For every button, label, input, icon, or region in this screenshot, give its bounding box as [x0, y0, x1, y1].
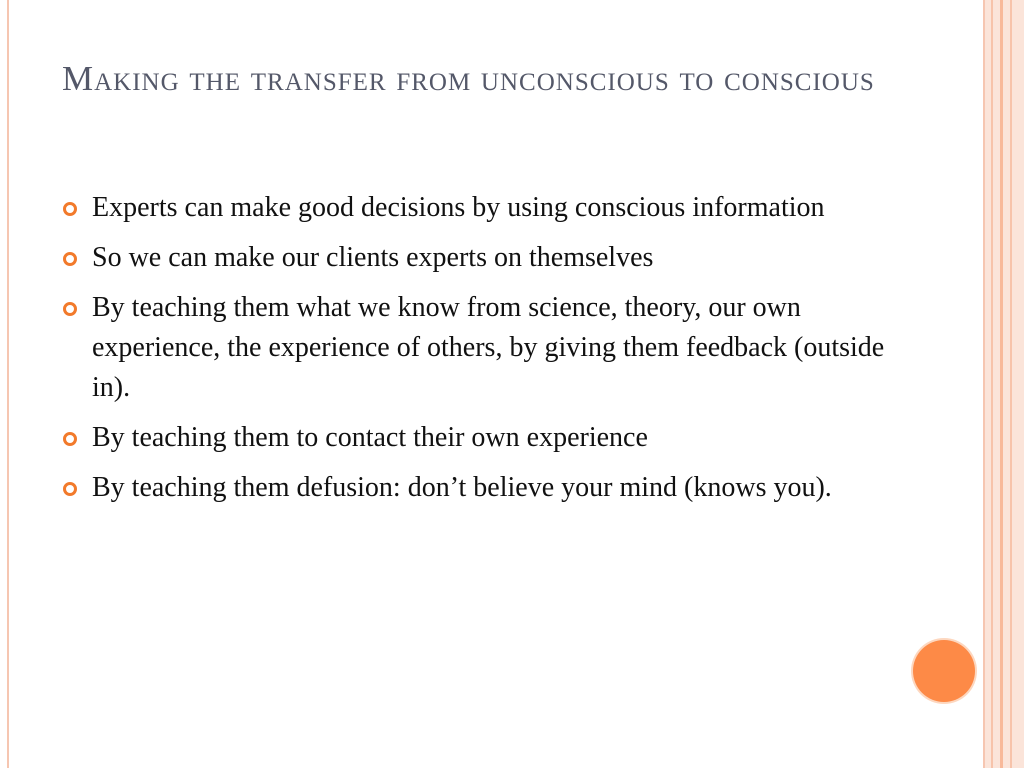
bullet-text: By teaching them defusion: don’t believe your mind (knows you).	[92, 472, 832, 503]
bullet-item	[62, 188, 892, 228]
bullet-circle-icon	[63, 302, 77, 316]
slide-title: Making the transfer from unconscious to conscious	[62, 59, 875, 98]
orange-circle-icon	[913, 640, 975, 702]
bullet-item	[62, 418, 892, 458]
bullet-text: So we can make our clients experts on themselves	[92, 242, 654, 273]
right-band-stripe	[1010, 0, 1012, 768]
bullet-circle-icon	[63, 482, 77, 496]
right-band-stripe	[1000, 0, 1003, 768]
bullet-item	[62, 288, 892, 408]
bullet-list	[62, 188, 892, 518]
right-band-stripe	[991, 0, 993, 768]
bullet-text: Experts can make good decisions by using conscious information	[92, 192, 825, 223]
bullet-item	[62, 238, 892, 278]
bullet-circle-icon	[63, 202, 77, 216]
bullet-item	[62, 468, 892, 508]
bullet-text: By teaching them what we know from science, theory, our own experience, the experience of others, by giving them feedback (outside in).	[92, 292, 885, 403]
bullet-circle-icon	[63, 252, 77, 266]
left-edge-line	[7, 0, 9, 768]
bullet-text: By teaching them to contact their own experience	[92, 422, 648, 453]
bullet-circle-icon	[63, 432, 77, 446]
